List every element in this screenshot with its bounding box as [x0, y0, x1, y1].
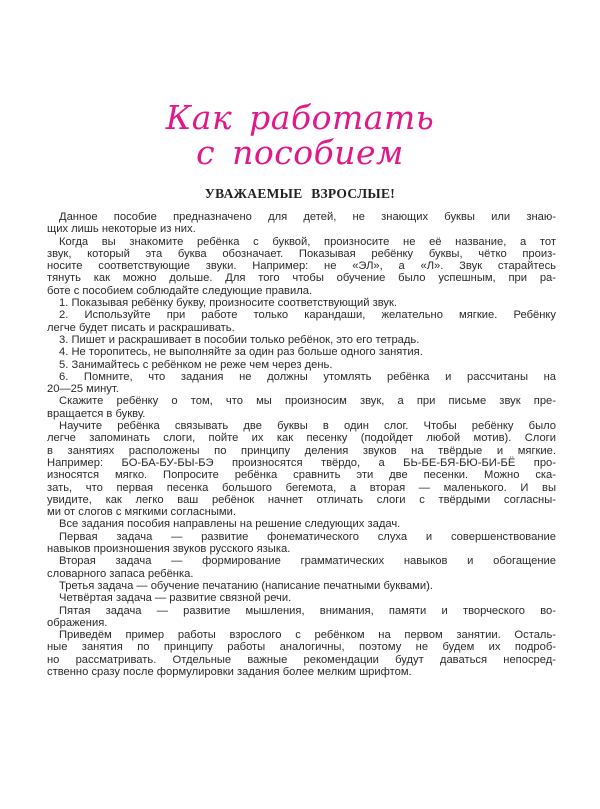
text-line: Научите ребёнка связывать две буквы в один слог. Чтобы ребёнку было	[59, 420, 556, 433]
text-line: 20—25 минут.	[47, 383, 119, 396]
text-line: но рассматривать. Отдельные важные рекомендации будут даваться непосред-	[47, 653, 556, 666]
text-line: 3. Пишет и раскрашивает в пособии только ребёнок, это его тетрадь.	[59, 333, 420, 346]
text-line: 5. Занимайтесь с ребёнком не реже чем через день.	[59, 358, 333, 371]
text-line: легче будет писать и раскрашивать.	[47, 321, 235, 334]
text-line: боте с пособием соблюдайте следующие правила.	[47, 284, 313, 297]
text-line: ми от слогов с мягкими согласными.	[47, 506, 236, 519]
body-text	[47, 211, 556, 678]
paragraph	[47, 592, 556, 604]
paragraph	[47, 605, 556, 630]
text-line: 2. Используйте при работе только карандаши, желательно мягкие. Ребёнку	[59, 309, 556, 322]
paragraph	[47, 346, 556, 358]
text-line: носите соответствующие звуки. Например: не «ЭЛ», а «Л». Звук старайтесь	[47, 260, 556, 273]
text-line: в занятиях расположены по принципу деления звуков на твёрдые и мягкие.	[47, 444, 556, 457]
text-line: износятся мягко. Попросите ребёнка сравнить эти две песенки. Можно ска-	[47, 469, 556, 482]
text-line: Все задания пособия направлены на решение следующих задач.	[59, 518, 401, 531]
paragraph	[47, 420, 556, 518]
paragraph	[47, 211, 556, 236]
text-line: ображения.	[47, 616, 108, 629]
paragraph	[47, 555, 556, 580]
text-line: 1. Показывая ребёнку букву, произносите соответствующий звук.	[59, 297, 397, 310]
text-line: вращается в букву.	[47, 407, 146, 420]
text-line: навыков произношения звуков русского языка.	[47, 543, 291, 556]
text-line: Скажите ребёнку о том, что мы произносим звук, а при письме звук пре-	[59, 395, 556, 408]
page-title-line-1: Как работать	[165, 98, 435, 137]
text-line: Когда вы знакомите ребёнка с буквой, произносите не её название, а тот	[59, 235, 556, 248]
paragraph	[47, 395, 556, 420]
text-line: увидите, как легко ваш ребёнок начнет отличать слоги с твёрдыми согласны-	[47, 493, 556, 506]
paragraph	[47, 359, 556, 371]
paragraph	[47, 371, 556, 396]
text-line: звук, который эта буква обозначает. Показывая ребёнку буквы, чётко произ-	[47, 247, 556, 260]
paragraph	[47, 518, 556, 530]
text-line: 4. Не торопитесь, не выполняйте за один раз больше одного занятия.	[59, 346, 423, 359]
paragraph	[47, 297, 556, 309]
paragraph	[47, 531, 556, 556]
text-line: ственно сразу после формулировки задания более мелким шрифтом.	[47, 665, 412, 678]
text-line: Например: БО-БА-БУ-БЫ-БЭ произносятся твёрдо, а БЬ-БЕ-БЯ-БЮ-БИ-БЁ про-	[47, 456, 556, 469]
section-heading: УВАЖАЕМЫЕ ВЗРОСЛЫЕ!	[204, 186, 396, 201]
text-line: щих лишь некоторые из них.	[47, 223, 196, 236]
text-line: словарного запаса ребёнка.	[47, 567, 194, 580]
paragraph	[47, 236, 556, 297]
text-line: 6. Помните, что задания не должны утомлять ребёнка и рассчитаны на	[59, 370, 556, 383]
text-line: Данное пособие предназначено для детей, не знающих буквы или знаю-	[59, 211, 556, 223]
text-line: Первая задача — развитие фонематического слуха и совершенствование	[59, 530, 556, 543]
page-title-line-2: с пособием	[196, 133, 404, 172]
text-line: ные занятия по принципу работы аналогичны, поэтому не будем их подроб-	[47, 641, 556, 654]
paragraph	[47, 309, 556, 334]
paragraph	[47, 334, 556, 346]
paragraph	[47, 629, 556, 678]
text-line: легче запоминать слоги, пойте их как песенку (подойдет любой мотив). Слоги	[47, 432, 556, 445]
text-line: Пятая задача — развитие мышления, внимания, памяти и творческого во-	[59, 604, 556, 617]
paragraph	[47, 580, 556, 592]
text-line: тянуть как можно дольше. Для того чтобы обучение было успешным, при ра-	[47, 272, 556, 285]
text-line: Четвёртая задача — развитие связной речи.	[59, 592, 292, 605]
text-line: Приведём пример работы взрослого с ребёнком на первом занятии. Осталь-	[59, 629, 556, 642]
text-line: зать, что первая песенка большого бегемота, а вторая — маленького. И вы	[47, 481, 556, 494]
text-line: Третья задача — обучение печатанию (написание печатными буквами).	[59, 579, 433, 592]
text-line: Вторая задача — формирование грамматических навыков и обогащение	[59, 555, 556, 568]
